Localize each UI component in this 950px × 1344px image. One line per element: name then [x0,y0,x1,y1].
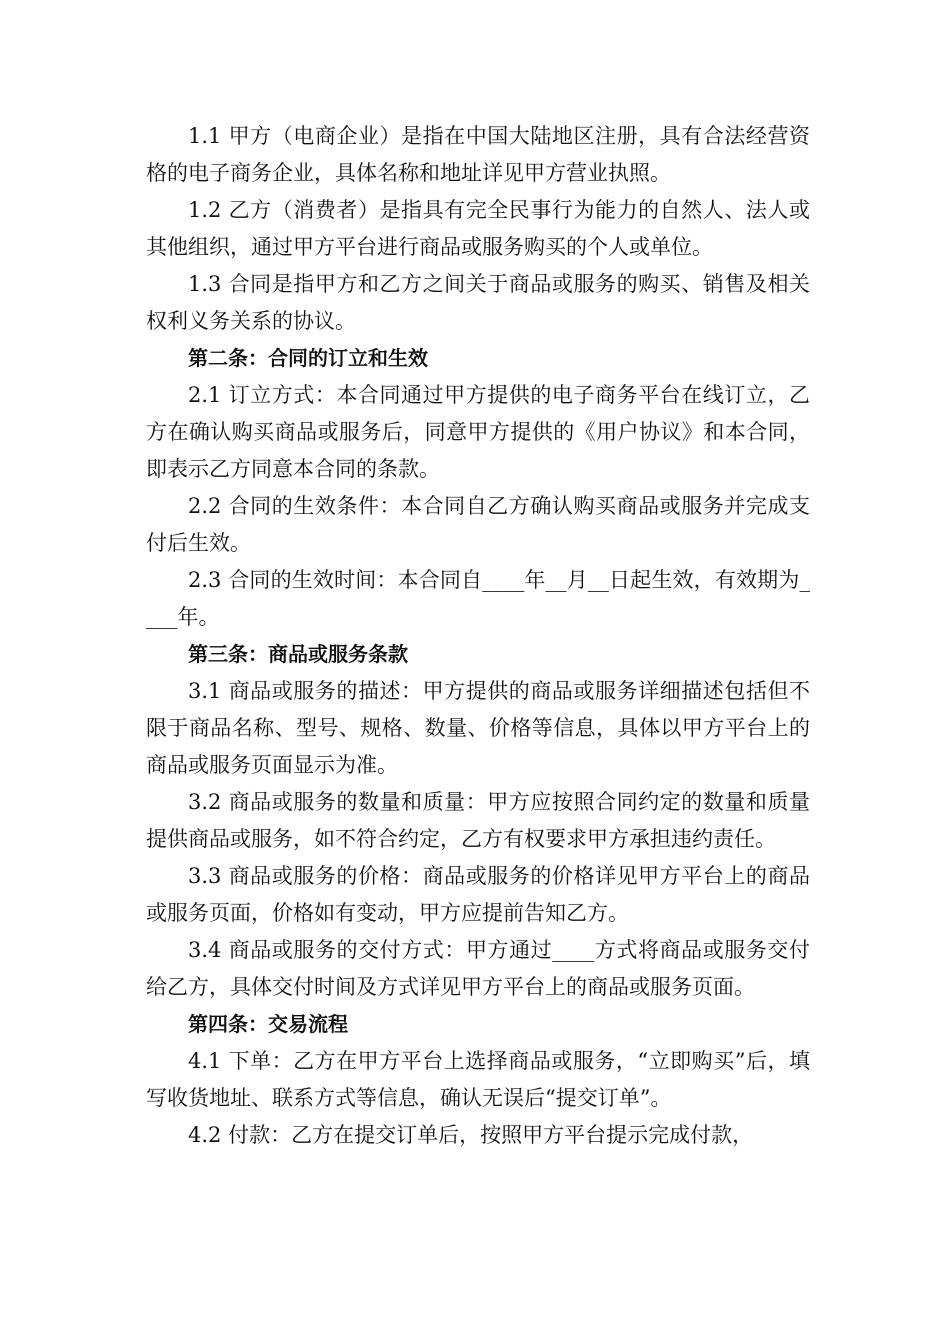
clause-4-2: 4.2 付款：乙方在提交订单后，按照甲方平台提示完成付款， [188,1123,754,1147]
article-3-heading: 第三条：商品或服务条款 [188,642,408,666]
clause-3-1: 3.1 商品或服务的描述：甲方提供的商品或服务详细描述包括但不限于商品名称、型号、规格、数量、价格等信息，具体以甲方平台上的商品或服务页面显示为准。 [146,679,810,777]
document-body [146,118,810,1154]
clause-3-4: 3.4 商品或服务的交付方式：甲方通过____方式将商品或服务交付给乙方，具体交付时间及方式详见甲方平台上的商品或服务页面。 [146,938,810,999]
clause-1-3: 1.3 合同是指甲方和乙方之间关于商品或服务的购买、销售及相关权利义务关系的协议。 [146,272,810,333]
clause-3-3: 3.3 商品或服务的价格：商品或服务的价格详见甲方平台上的商品或服务页面，价格如有变动，甲方应提前告知乙方。 [146,864,810,925]
clause-4-1: 4.1 下单：乙方在甲方平台上选择商品或服务，“立即购买”后，填写收货地址、联系方式等信息，确认无误后“提交订单”。 [146,1049,810,1110]
article-2-heading: 第二条：合同的订立和生效 [188,346,428,370]
clause-2-2: 2.2 合同的生效条件：本合同自乙方确认购买商品或服务并完成支付后生效。 [146,494,810,555]
clause-3-2: 3.2 商品或服务的数量和质量：甲方应按照合同约定的数量和质量提供商品或服务，如不符合约定，乙方有权要求甲方承担违约责任。 [146,790,810,851]
clause-2-1: 2.1 订立方式：本合同通过甲方提供的电子商务平台在线订立，乙方在确认购买商品或服务后，同意甲方提供的《用户协议》和本合同，即表示乙方同意本合同的条款。 [146,383,810,481]
clause-1-1: 1.1 甲方（电商企业）是指在中国大陆地区注册，具有合法经营资格的电子商务企业，具体名称和地址详见甲方营业执照。 [146,124,810,185]
article-4-heading: 第四条：交易流程 [188,1012,348,1036]
clause-1-2: 1.2 乙方（消费者）是指具有完全民事行为能力的自然人、法人或其他组织，通过甲方平台进行商品或服务购买的个人或单位。 [146,198,810,259]
clause-2-3: 2.3 合同的生效时间：本合同自____年__月__日起生效，有效期为____年。 [146,568,810,629]
